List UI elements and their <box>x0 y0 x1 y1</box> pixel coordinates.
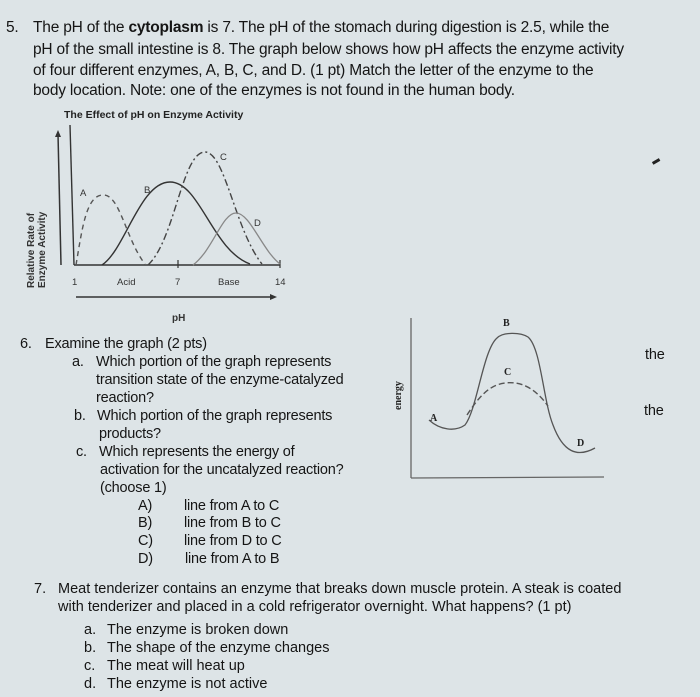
choice-d-text: line from A to B <box>185 551 280 567</box>
q7-option-c-text: The meat will heat up <box>107 658 245 674</box>
q7-option-d-text: The enzyme is not active <box>107 676 268 692</box>
choice-c-text: line from D to C <box>184 533 282 549</box>
q5-cytoplasm-bold: cytoplasm <box>128 19 204 36</box>
curve-d <box>193 213 280 265</box>
tick-label-7: 7 <box>175 277 181 288</box>
uncatalyzed-curve <box>429 333 595 452</box>
q7-option-c-letter: c. <box>84 658 96 674</box>
q6-a-label: a. <box>72 354 84 370</box>
q6-c-line3: (choose 1) <box>100 480 167 496</box>
svg-text:energy: energy <box>393 381 404 410</box>
x-axis-label: pH <box>172 313 186 324</box>
choice-d-letter: D) <box>138 551 153 567</box>
curve-a <box>76 195 145 265</box>
q6-a-line3: reaction? <box>96 390 154 406</box>
energy-axis-label <box>393 381 404 410</box>
q5-line1-post: is 7. The pH of the stomach during digestion is 2.5, while the <box>203 19 610 36</box>
energy-label-b: B <box>503 318 510 329</box>
stray-text-the-2: the <box>644 403 664 419</box>
y-axis-label <box>26 211 48 288</box>
y-axis-arrow <box>58 134 61 265</box>
base-label: Base <box>218 277 240 288</box>
curve-c <box>148 152 262 265</box>
q6-a-line1: Which portion of the graph represents <box>96 354 332 370</box>
energy-label-a: A <box>430 413 438 424</box>
choice-b-letter: B) <box>138 515 153 531</box>
q5-line3: of four different enzymes, A, B, C, and D. (1 pt) Match the letter of the enzyme to the <box>33 62 594 79</box>
ph-enzyme-chart <box>0 100 310 330</box>
svg-text:Enzyme Activity: Enzyme Activity <box>37 211 48 288</box>
tick-label-1: 1 <box>72 277 78 288</box>
q6-b-label: b. <box>74 408 86 424</box>
tick-label-14: 14 <box>275 277 286 288</box>
q6-c-line2: activation for the uncatalyzed reaction? <box>100 462 344 478</box>
chart-title: The Effect of pH on Enzyme Activity <box>64 109 244 121</box>
choice-c-letter: C) <box>138 533 153 549</box>
label-d: D <box>254 218 261 229</box>
q7-line2: with tenderizer and placed in a cold refrigerator overnight. What happens? (1 pt) <box>58 599 572 615</box>
q7-option-d-letter: d. <box>84 676 97 692</box>
q6-b-line2: products? <box>99 426 161 442</box>
q5-line4: body location. Note: one of the enzymes is not found in the human body. <box>33 82 515 99</box>
acid-label: Acid <box>117 277 136 288</box>
q6-number: 6. <box>20 336 32 352</box>
q7-option-b-letter: b. <box>84 640 97 656</box>
energy-diagram <box>385 300 625 485</box>
catalyzed-curve <box>467 383 548 415</box>
q7-line1: Meat tenderizer contains an enzyme that breaks down muscle protein. A steak is coated <box>58 581 622 597</box>
q5-number: 5. <box>6 19 19 36</box>
q5-line1-pre: The pH of the <box>33 19 129 36</box>
label-b: B <box>144 185 151 196</box>
y-arrow-head-icon <box>55 130 61 137</box>
q6-title: Examine the graph (2 pts) <box>45 336 207 352</box>
q5-line1 <box>33 18 609 37</box>
y-axis <box>70 125 74 265</box>
choice-a-text: line from A to C <box>184 498 280 514</box>
x-arrow-head-icon <box>270 294 277 300</box>
stray-text-the-1: the <box>645 347 665 363</box>
svg-text:Relative Rate of: Relative Rate of <box>26 212 37 288</box>
q6-a-line2: transition state of the enzyme-catalyzed <box>96 372 344 388</box>
stray-pen-mark <box>652 158 660 164</box>
energy-label-c: C <box>504 367 512 378</box>
choice-a-letter: A) <box>138 498 153 514</box>
energy-label-d: D <box>577 438 585 449</box>
q7-number: 7. <box>34 581 47 597</box>
choice-b-text: line from B to C <box>184 515 281 531</box>
q5-line2: pH of the small intestine is 8. The graph below shows how pH affects the enzyme activity <box>33 41 624 58</box>
q7-option-a-text: The enzyme is broken down <box>107 622 289 638</box>
q6-b-line1: Which portion of the graph represents <box>97 408 333 424</box>
curve-b <box>102 182 250 265</box>
label-c: C <box>220 152 227 163</box>
q6-c-line1: Which represents the energy of <box>99 444 295 460</box>
energy-x-axis <box>411 477 604 478</box>
q7-option-a-letter: a. <box>84 622 97 638</box>
label-a: A <box>80 188 87 199</box>
q6-c-label: c. <box>76 444 87 460</box>
q7-option-b-text: The shape of the enzyme changes <box>107 640 330 656</box>
